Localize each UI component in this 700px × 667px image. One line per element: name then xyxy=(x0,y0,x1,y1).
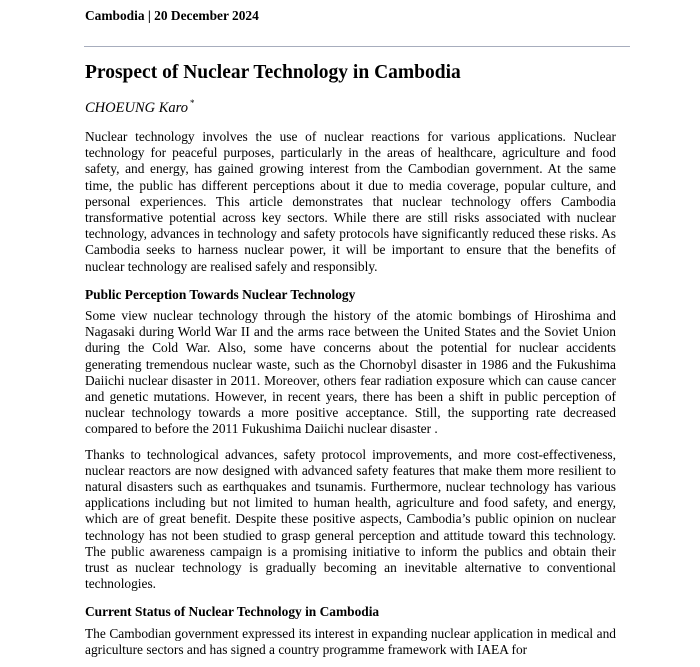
article-body xyxy=(85,129,616,667)
author-footnote-mark: * xyxy=(190,98,195,108)
section-heading-current-status: Current Status of Nuclear Technology in Cambodia xyxy=(85,604,380,620)
section-paragraph: The Cambodian government expressed its interest in expanding nuclear application in medical and agriculture sectors and has signed a country programme framework with IAEA for xyxy=(85,625,616,657)
abstract-paragraph: Nuclear technology involves the use of nuclear reactions for various applications. Nuclear technology for peaceful purposes, particularly in the areas of healthcare, agriculture and food safety, and energy, has gained growing interest from the Cambodian government. At the same time, the public has different perceptions about it due to media coverage, popular culture, and personal experiences. This article demonstrates that nuclear technology offers Cambodia transformative potential across key sectors. While there are still risks associated with nuclear technology, advances in technology and safety protocols have significantly reduced these risks. As Cambodia seeks to harness nuclear power, it will be important to ensure that the benefits of nuclear technology are realised safely and responsibly. xyxy=(85,129,616,274)
author-name: CHOEUNG Karo xyxy=(85,100,188,116)
header-dateline: Cambodia | 20 December 2024 xyxy=(85,8,259,23)
header-divider xyxy=(84,46,630,47)
section-paragraph: Some view nuclear technology through the history of the atomic bombings of Hiroshima and Nagasaki during World War II and the arms race between the United States and the Soviet Union during the Cold War. Also, some have concerns about the potential for nuclear accidents generating tremendous nuclear waste, such as the Chornobyl disaster in 1986 and the Fukushima Daiichi nuclear disaster in 2011. Moreover, others fear radiation exposure which can cause cancer and genetic mutations. However, in recent years, there has been a shift in public perception of nuclear technology towards a more positive acceptance. Still, the supporting rate decreased compared to before the 2011 Fukushima Daiichi nuclear disaster . xyxy=(85,308,616,437)
section-heading-public-perception: Public Perception Towards Nuclear Technology xyxy=(85,286,356,302)
author-line xyxy=(85,98,195,117)
article-title: Prospect of Nuclear Technology in Cambodia xyxy=(85,62,461,83)
section-paragraph: Thanks to technological advances, safety protocol improvements, and more cost-effectiveness, nuclear reactors are now designed with advanced safety features that make them more resilient to natural disasters such as earthquakes and tsunamis. Furthermore, nuclear technology has various applications including but not limited to human health, agriculture and food safety, and energy, which are of great benefit. Despite these positive aspects, Cambodia’s public opinion on nuclear technology has not been studied to grasp general perception and attitude toward this technology. The public awareness campaign is a promising initiative to inform the publics and obtain their trust as nuclear technology is gradually becoming an inevitable alternative to conventional technologies. xyxy=(85,446,616,592)
